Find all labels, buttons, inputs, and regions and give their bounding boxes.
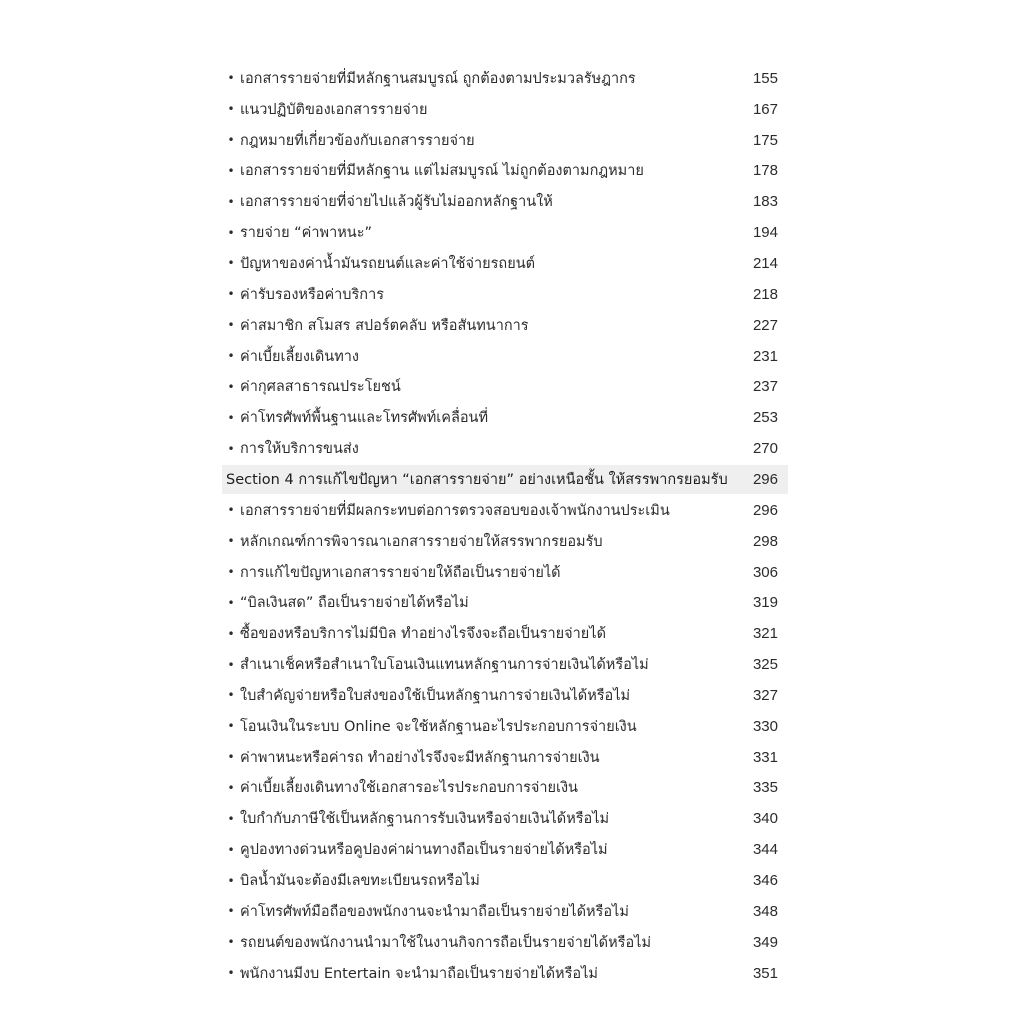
section-title: Section 4 การแก้ไขปัญหา “เอกสารรายจ่าย” อย่างเหนือชั้น ให้สรรพากรยอมรับ <box>226 471 728 488</box>
toc-entry-page: 340 <box>752 810 778 828</box>
toc-entry <box>222 927 788 958</box>
toc-entry-title: ค่ารับรองหรือค่าบริการ <box>240 286 385 303</box>
toc-entry-title: ซื้อของหรือบริการไม่มีบิล ทำอย่างไรจึงจะถือเป็นรายจ่ายได้ <box>240 626 607 643</box>
toc-entry-title: บิลน้ำมันจะต้องมีเลขทะเบียนรถหรือไม่ <box>240 873 480 890</box>
toc-entry <box>222 279 788 310</box>
toc-entry <box>222 588 788 619</box>
toc-entry-page: 218 <box>752 285 778 303</box>
toc-section-heading <box>222 465 788 494</box>
toc-entry-page: 349 <box>752 933 778 951</box>
bullet-icon: • <box>227 256 235 271</box>
toc-entry-title: “บิลเงินสด” ถือเป็นรายจ่ายได้หรือไม่ <box>240 595 469 612</box>
toc-entry <box>222 495 788 526</box>
bullet-icon: • <box>227 935 235 950</box>
bullet-icon: • <box>227 441 235 456</box>
toc-entry-page: 167 <box>752 100 778 118</box>
toc-entry-title: แนวปฏิบัติของเอกสารรายจ่าย <box>240 101 428 118</box>
toc-entry <box>222 865 788 896</box>
bullet-icon: • <box>227 811 235 826</box>
bullet-icon: • <box>227 503 235 518</box>
toc-entry <box>222 402 788 433</box>
bullet-icon: • <box>227 750 235 765</box>
toc-entry <box>222 156 788 187</box>
toc-entry-page: 327 <box>752 686 778 704</box>
bullet-icon: • <box>227 379 235 394</box>
toc-entry-page: 325 <box>752 656 778 674</box>
section-page: 296 <box>752 470 778 488</box>
toc-entry-title: รถยนต์ของพนักงานนำมาใช้ในงานกิจการถือเป็นรายจ่ายได้หรือไม่ <box>240 934 651 951</box>
toc-entry-title: การให้บริการขนส่ง <box>240 441 359 458</box>
toc-entry <box>222 125 788 156</box>
bullet-icon: • <box>227 318 235 333</box>
bullet-icon: • <box>227 904 235 919</box>
toc-entry-title: เอกสารรายจ่ายที่จ่ายไปแล้วผู้รับไม่ออกหลักฐานให้ <box>240 194 553 211</box>
toc-entry-title: ใบกำกับภาษีใช้เป็นหลักฐานการรับเงินหรือจ่ายเงินได้หรือไม่ <box>240 811 610 828</box>
toc-entry <box>222 310 788 341</box>
bullet-icon: • <box>227 595 235 610</box>
toc-entry <box>222 649 788 680</box>
bullet-icon: • <box>227 719 235 734</box>
toc-entry <box>222 217 788 248</box>
toc-entry-title: พนักงานมีงบ Entertain จะนำมาถือเป็นรายจ่ายได้หรือไม่ <box>240 965 598 982</box>
toc-entry-page: 351 <box>752 964 778 982</box>
toc-entry-title: กฎหมายที่เกี่ยวข้องกับเอกสารรายจ่าย <box>240 132 475 149</box>
bullet-icon: • <box>227 163 235 178</box>
bullet-icon: • <box>227 873 235 888</box>
toc-entry-page: 194 <box>752 224 778 242</box>
toc-entry-page: 344 <box>752 841 778 859</box>
toc-entry-page: 348 <box>752 902 778 920</box>
toc-entry-page: 231 <box>752 347 778 365</box>
toc-entry-title: ใบสำคัญจ่ายหรือใบส่งของใช้เป็นหลักฐานการจ่ายเงินได้หรือไม่ <box>240 687 631 704</box>
toc-entry-title: โอนเงินในระบบ Online จะใช้หลักฐานอะไรประกอบการจ่ายเงิน <box>240 718 637 735</box>
bullet-icon: • <box>227 349 235 364</box>
toc-entry <box>222 711 788 742</box>
toc-entry-page: 183 <box>752 193 778 211</box>
toc-entry-title: ค่าสมาชิก สโมสร สปอร์ตคลับ หรือสันทนาการ <box>240 317 529 334</box>
toc-entry-page: 298 <box>752 532 778 550</box>
toc-entry-page: 319 <box>752 594 778 612</box>
toc-entry <box>222 557 788 588</box>
toc-entry <box>222 341 788 372</box>
toc-entry-page: 306 <box>752 563 778 581</box>
bullet-icon: • <box>227 626 235 641</box>
toc-entry-page: 155 <box>752 69 778 87</box>
toc-entry-page: 321 <box>752 625 778 643</box>
toc-entry-title: เอกสารรายจ่ายที่มีหลักฐานสมบูรณ์ ถูกต้องตามประมวลรัษฎากร <box>240 70 636 87</box>
toc-entry <box>222 526 788 557</box>
toc-entry-page: 227 <box>752 316 778 334</box>
bullet-icon: • <box>227 71 235 86</box>
bullet-icon: • <box>227 133 235 148</box>
toc-entry-title: ค่าเบี้ยเลี้ยงเดินทาง <box>240 348 359 365</box>
bullet-icon: • <box>227 780 235 795</box>
toc-entry <box>222 742 788 773</box>
toc-entry-title: หลักเกณฑ์การพิจารณาเอกสารรายจ่ายให้สรรพากรยอมรับ <box>240 533 603 550</box>
toc-entry-page: 237 <box>752 378 778 396</box>
table-of-contents <box>222 63 788 988</box>
toc-entry-title: ปัญหาของค่าน้ำมันรถยนต์และค่าใช้จ่ายรถยนต์ <box>240 255 536 272</box>
toc-entry-title: ค่าโทรศัพท์มือถือของพนักงานจะนำมาถือเป็นรายจ่ายได้หรือไม่ <box>240 903 629 920</box>
toc-entry-page: 335 <box>752 779 778 797</box>
toc-entry-title: เอกสารรายจ่ายที่มีผลกระทบต่อการตรวจสอบของเจ้าพนักงานประเมิน <box>240 502 670 519</box>
bullet-icon: • <box>227 194 235 209</box>
bullet-icon: • <box>227 842 235 857</box>
bullet-icon: • <box>227 287 235 302</box>
toc-entry-page: 346 <box>752 872 778 890</box>
bullet-icon: • <box>227 102 235 117</box>
toc-entry <box>222 94 788 125</box>
bullet-icon: • <box>227 225 235 240</box>
toc-entry <box>222 433 788 464</box>
toc-entry-page: 296 <box>752 501 778 519</box>
bullet-icon: • <box>227 966 235 981</box>
toc-entry <box>222 371 788 402</box>
toc-entry-title: ค่าเบี้ยเลี้ยงเดินทางใช้เอกสารอะไรประกอบการจ่ายเงิน <box>240 780 578 797</box>
toc-entry <box>222 958 788 989</box>
bullet-icon: • <box>227 688 235 703</box>
toc-entry-page: 270 <box>752 440 778 458</box>
toc-entry <box>222 618 788 649</box>
toc-entry-title: ค่าพาหนะหรือค่ารถ ทำอย่างไรจึงจะมีหลักฐานการจ่ายเงิน <box>240 749 600 766</box>
bullet-icon: • <box>227 410 235 425</box>
toc-entry <box>222 248 788 279</box>
bullet-icon: • <box>227 565 235 580</box>
toc-entry <box>222 773 788 804</box>
toc-entry-title: สำเนาเช็คหรือสำเนาใบโอนเงินแทนหลักฐานการจ่ายเงินได้หรือไม่ <box>240 657 649 674</box>
toc-entry-title: เอกสารรายจ่ายที่มีหลักฐาน แต่ไม่สมบูรณ์ ไม่ถูกต้องตามกฎหมาย <box>240 163 644 180</box>
toc-entry-title: คูปองทางด่วนหรือคูปองค่าผ่านทางถือเป็นรายจ่ายได้หรือไม่ <box>240 842 608 859</box>
toc-entry-title: ค่าโทรศัพท์พื้นฐานและโทรศัพท์เคลื่อนที่ <box>240 410 489 427</box>
toc-entry <box>222 186 788 217</box>
toc-entry-page: 330 <box>752 717 778 735</box>
toc-entry-page: 178 <box>752 162 778 180</box>
toc-entry-title: รายจ่าย “ค่าพาหนะ” <box>240 225 372 242</box>
bullet-icon: • <box>227 657 235 672</box>
toc-entry-page: 331 <box>752 748 778 766</box>
toc-entry <box>222 63 788 94</box>
toc-entry-page: 253 <box>752 409 778 427</box>
toc-entry <box>222 680 788 711</box>
bullet-icon: • <box>227 534 235 549</box>
toc-entry-title: ค่ากุศลสาธารณประโยชน์ <box>240 379 401 396</box>
toc-entry <box>222 896 788 927</box>
toc-entry <box>222 803 788 834</box>
toc-entry-page: 175 <box>752 131 778 149</box>
toc-entry-title: การแก้ไขปัญหาเอกสารรายจ่ายให้ถือเป็นรายจ่ายได้ <box>240 564 561 581</box>
toc-entry <box>222 834 788 865</box>
toc-entry-page: 214 <box>752 254 778 272</box>
